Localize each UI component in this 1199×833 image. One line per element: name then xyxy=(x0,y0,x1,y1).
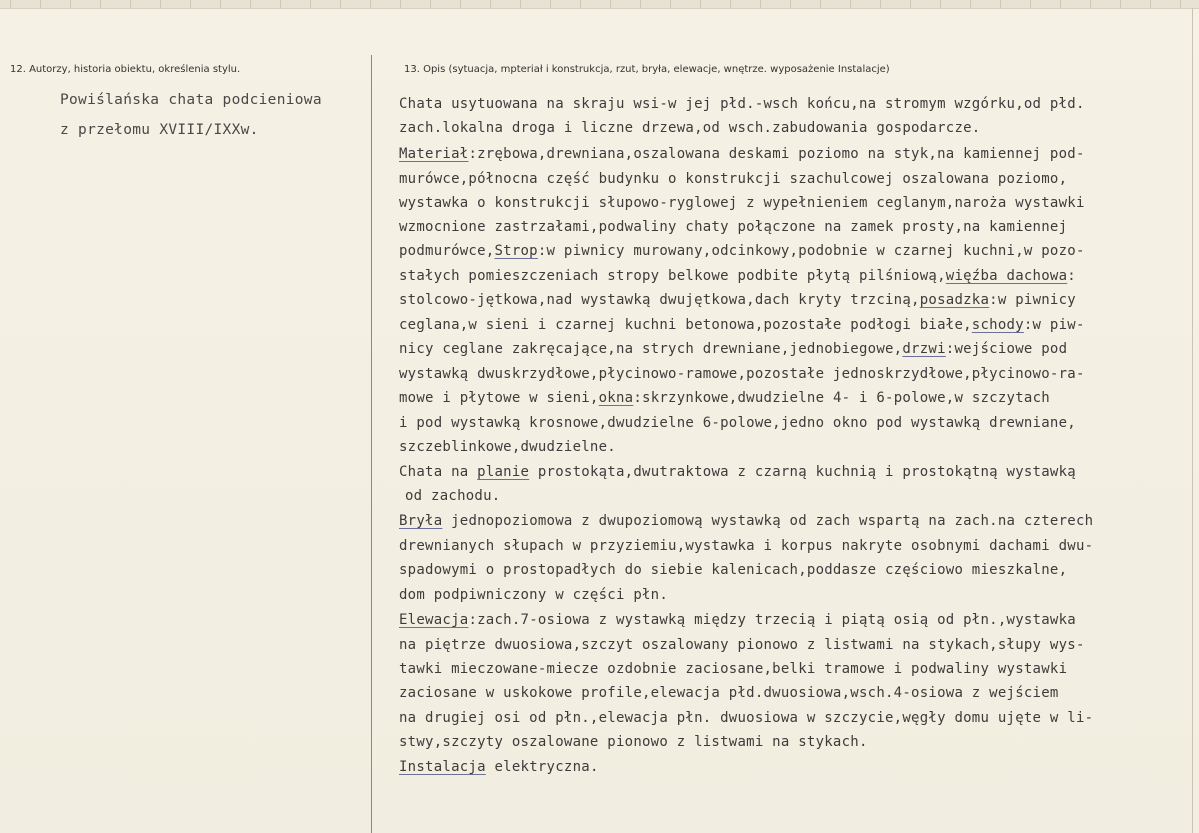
label-wiezba-dachowa: więźba dachowa xyxy=(945,268,1068,284)
desc-text: :w piwnicy xyxy=(989,292,1076,308)
label-schody: schody xyxy=(971,317,1024,333)
edge-tick xyxy=(1120,0,1121,8)
desc-line: zaciosane w uskokowe profile,elewacja płd.dwuosiowa,wsch.4-osiowa z wejściem xyxy=(399,685,1059,701)
desc-text: :w piwnicy murowany,odcinkowy,podobnie w czarnej kuchni,w pozo- xyxy=(537,243,1085,259)
desc-line: wystawka o konstrukcji słupowo-ryglowej z wypełnieniem ceglanym,naroża wystawki xyxy=(399,195,1085,211)
label-posadzka: posadzka xyxy=(919,292,990,308)
right-edge-line xyxy=(1192,8,1193,833)
column-divider xyxy=(371,55,372,833)
edge-tick xyxy=(370,0,371,8)
edge-tick xyxy=(40,0,41,8)
desc-line: od zachodu. xyxy=(405,488,501,504)
desc-line xyxy=(399,243,1085,259)
label-instalacja: Instalacja xyxy=(399,759,486,775)
edge-tick xyxy=(850,0,851,8)
edge-tick xyxy=(490,0,491,8)
desc-line xyxy=(399,341,1067,357)
edge-tick xyxy=(790,0,791,8)
label-elewacja: Elewacja xyxy=(399,612,469,628)
label-strop: Strop xyxy=(494,243,538,259)
label-drzwi: drzwi xyxy=(902,341,946,357)
edge-tick xyxy=(280,0,281,8)
edge-tick xyxy=(250,0,251,8)
edge-tick xyxy=(10,0,11,8)
desc-line: Chata usytuowana na skraju wsi-w jej płd.-wsch końcu,na stromym wzgórku,od płd. xyxy=(399,96,1085,112)
desc-line: zach.lokalna droga i liczne drzewa,od wsch.zabudowania gospodarcze. xyxy=(399,120,981,136)
desc-line: wzmocnione zastrzałami,podwaliny chaty połączone na zamek prosty,na kamiennej xyxy=(399,219,1068,235)
desc-line xyxy=(399,390,1050,406)
edge-tick xyxy=(220,0,221,8)
top-edge-strip xyxy=(0,0,1199,9)
desc-text: ceglana,w sieni i czarnej kuchni betonowa,pozostałe podłogi białe, xyxy=(399,317,972,333)
desc-line xyxy=(399,146,1085,162)
label-material: Materiał xyxy=(399,146,469,162)
edge-tick xyxy=(130,0,131,8)
edge-tick xyxy=(460,0,461,8)
edge-tick xyxy=(430,0,431,8)
edge-tick xyxy=(880,0,881,8)
desc-line xyxy=(399,268,1076,284)
edge-tick xyxy=(160,0,161,8)
edge-tick xyxy=(970,0,971,8)
object-style-line-2: z przełomu XVIII/IXXw. xyxy=(60,122,259,138)
object-style-line-1: Powiślańska chata podcieniowa xyxy=(60,92,322,108)
desc-text: stolcowo-jętkowa,nad wystawką dwujętkowa,dach kryty trzciną, xyxy=(399,292,920,308)
label-plan: planie xyxy=(477,464,530,480)
edge-tick xyxy=(700,0,701,8)
desc-text: podmurówce, xyxy=(399,243,495,259)
edge-tick xyxy=(310,0,311,8)
desc-text: stałych pomieszczeniach stropy belkowe podbite płytą pilśniową, xyxy=(399,268,946,284)
desc-line: na drugiej osi od płn.,elewacja płn. dwuosiowa w szczycie,węgły domu ujęte w li- xyxy=(399,710,1094,726)
edge-tick xyxy=(400,0,401,8)
edge-tick xyxy=(580,0,581,8)
edge-tick xyxy=(820,0,821,8)
desc-text: :w piw- xyxy=(1023,317,1085,333)
desc-text: :skrzynkowe,dwudzielne 4- i 6-polowe,w szczytach xyxy=(633,390,1050,406)
desc-text: mowe i płytowe w sieni, xyxy=(399,390,599,406)
desc-text: jednopoziomowa z dwupoziomową wystawką od zach wspartą na zach.na czterech xyxy=(442,513,1094,529)
desc-line xyxy=(399,292,1076,308)
edge-tick xyxy=(190,0,191,8)
desc-text: nicy ceglane zakręcające,na strych drewniane,jednobiegowe, xyxy=(399,341,903,357)
desc-line: szczeblinkowe,dwudzielne. xyxy=(399,439,616,455)
desc-line: wystawką dwuskrzydłowe,płycinowo-ramowe,pozostałe jednoskrzydłowe,płycinowo-ra- xyxy=(399,366,1085,382)
edge-tick xyxy=(910,0,911,8)
desc-text: :zach.7-osiowa z wystawką między trzecią i piątą osią od płn.,wystawka xyxy=(468,612,1076,628)
edge-tick xyxy=(1150,0,1151,8)
edge-tick xyxy=(730,0,731,8)
desc-text: :zrębowa,drewniana,oszalowana deskami poziomo na styk,na kamiennej pod- xyxy=(468,146,1085,162)
label-okna: okna xyxy=(598,390,634,406)
desc-text: prostokąta,dwutraktowa z czarną kuchnią i prostokątną wystawką xyxy=(529,464,1076,480)
desc-line xyxy=(399,612,1076,628)
desc-line xyxy=(399,513,1093,529)
edge-tick xyxy=(550,0,551,8)
desc-line xyxy=(399,759,599,775)
desc-line: tawki mieczowane-miecze ozdobnie zaciosane,belki tramowe i podwaliny wystawki xyxy=(399,661,1068,677)
desc-line: drewnianych słupach w przyziemiu,wystawka i korpus nakryte osobnymi dachami dwu- xyxy=(399,538,1094,554)
edge-tick xyxy=(1180,0,1181,8)
edge-tick xyxy=(1060,0,1061,8)
edge-tick xyxy=(340,0,341,8)
edge-tick xyxy=(940,0,941,8)
section-13-header: 13. Opis (sytuacja, mpteriał i konstrukcja, rzut, bryła, elewacje, wnętrze. wyposażenie Instalacje) xyxy=(404,64,890,75)
edge-tick xyxy=(640,0,641,8)
desc-line: na piętrze dwuosiowa,szczyt oszalowany pionowo z listwami na stykach,słupy wys- xyxy=(399,637,1085,653)
desc-line: spadowymi o prostopadłych do siebie kalenicach,poddasze częściowo mieszkalne, xyxy=(399,562,1068,578)
desc-line: murówce,północna część budynku o konstrukcji szachulcowej oszalowana poziomo, xyxy=(399,171,1068,187)
edge-tick xyxy=(1000,0,1001,8)
edge-tick xyxy=(1090,0,1091,8)
desc-line xyxy=(399,317,1085,333)
desc-text: : xyxy=(1067,268,1076,284)
desc-line: i pod wystawką krosnowe,dwudzielne 6-polowe,jedno okno pod wystawką drewniane, xyxy=(399,415,1076,431)
edge-tick xyxy=(760,0,761,8)
desc-text: elektryczna. xyxy=(485,759,599,775)
desc-text: :wejściowe pod xyxy=(945,341,1068,357)
desc-line: stwy,szczyty oszalowane pionowo z listwami na stykach. xyxy=(399,734,868,750)
desc-line xyxy=(399,464,1076,480)
edge-tick xyxy=(670,0,671,8)
edge-tick xyxy=(610,0,611,8)
label-bryla: Bryła xyxy=(399,513,443,529)
edge-tick xyxy=(100,0,101,8)
desc-text: Chata na xyxy=(399,464,478,480)
edge-tick xyxy=(70,0,71,8)
desc-line: dom podpiwniczony w części płn. xyxy=(399,587,669,603)
edge-tick xyxy=(520,0,521,8)
section-12-header: 12. Autorzy, historia obiektu, określenia stylu. xyxy=(10,64,241,75)
edge-tick xyxy=(1030,0,1031,8)
